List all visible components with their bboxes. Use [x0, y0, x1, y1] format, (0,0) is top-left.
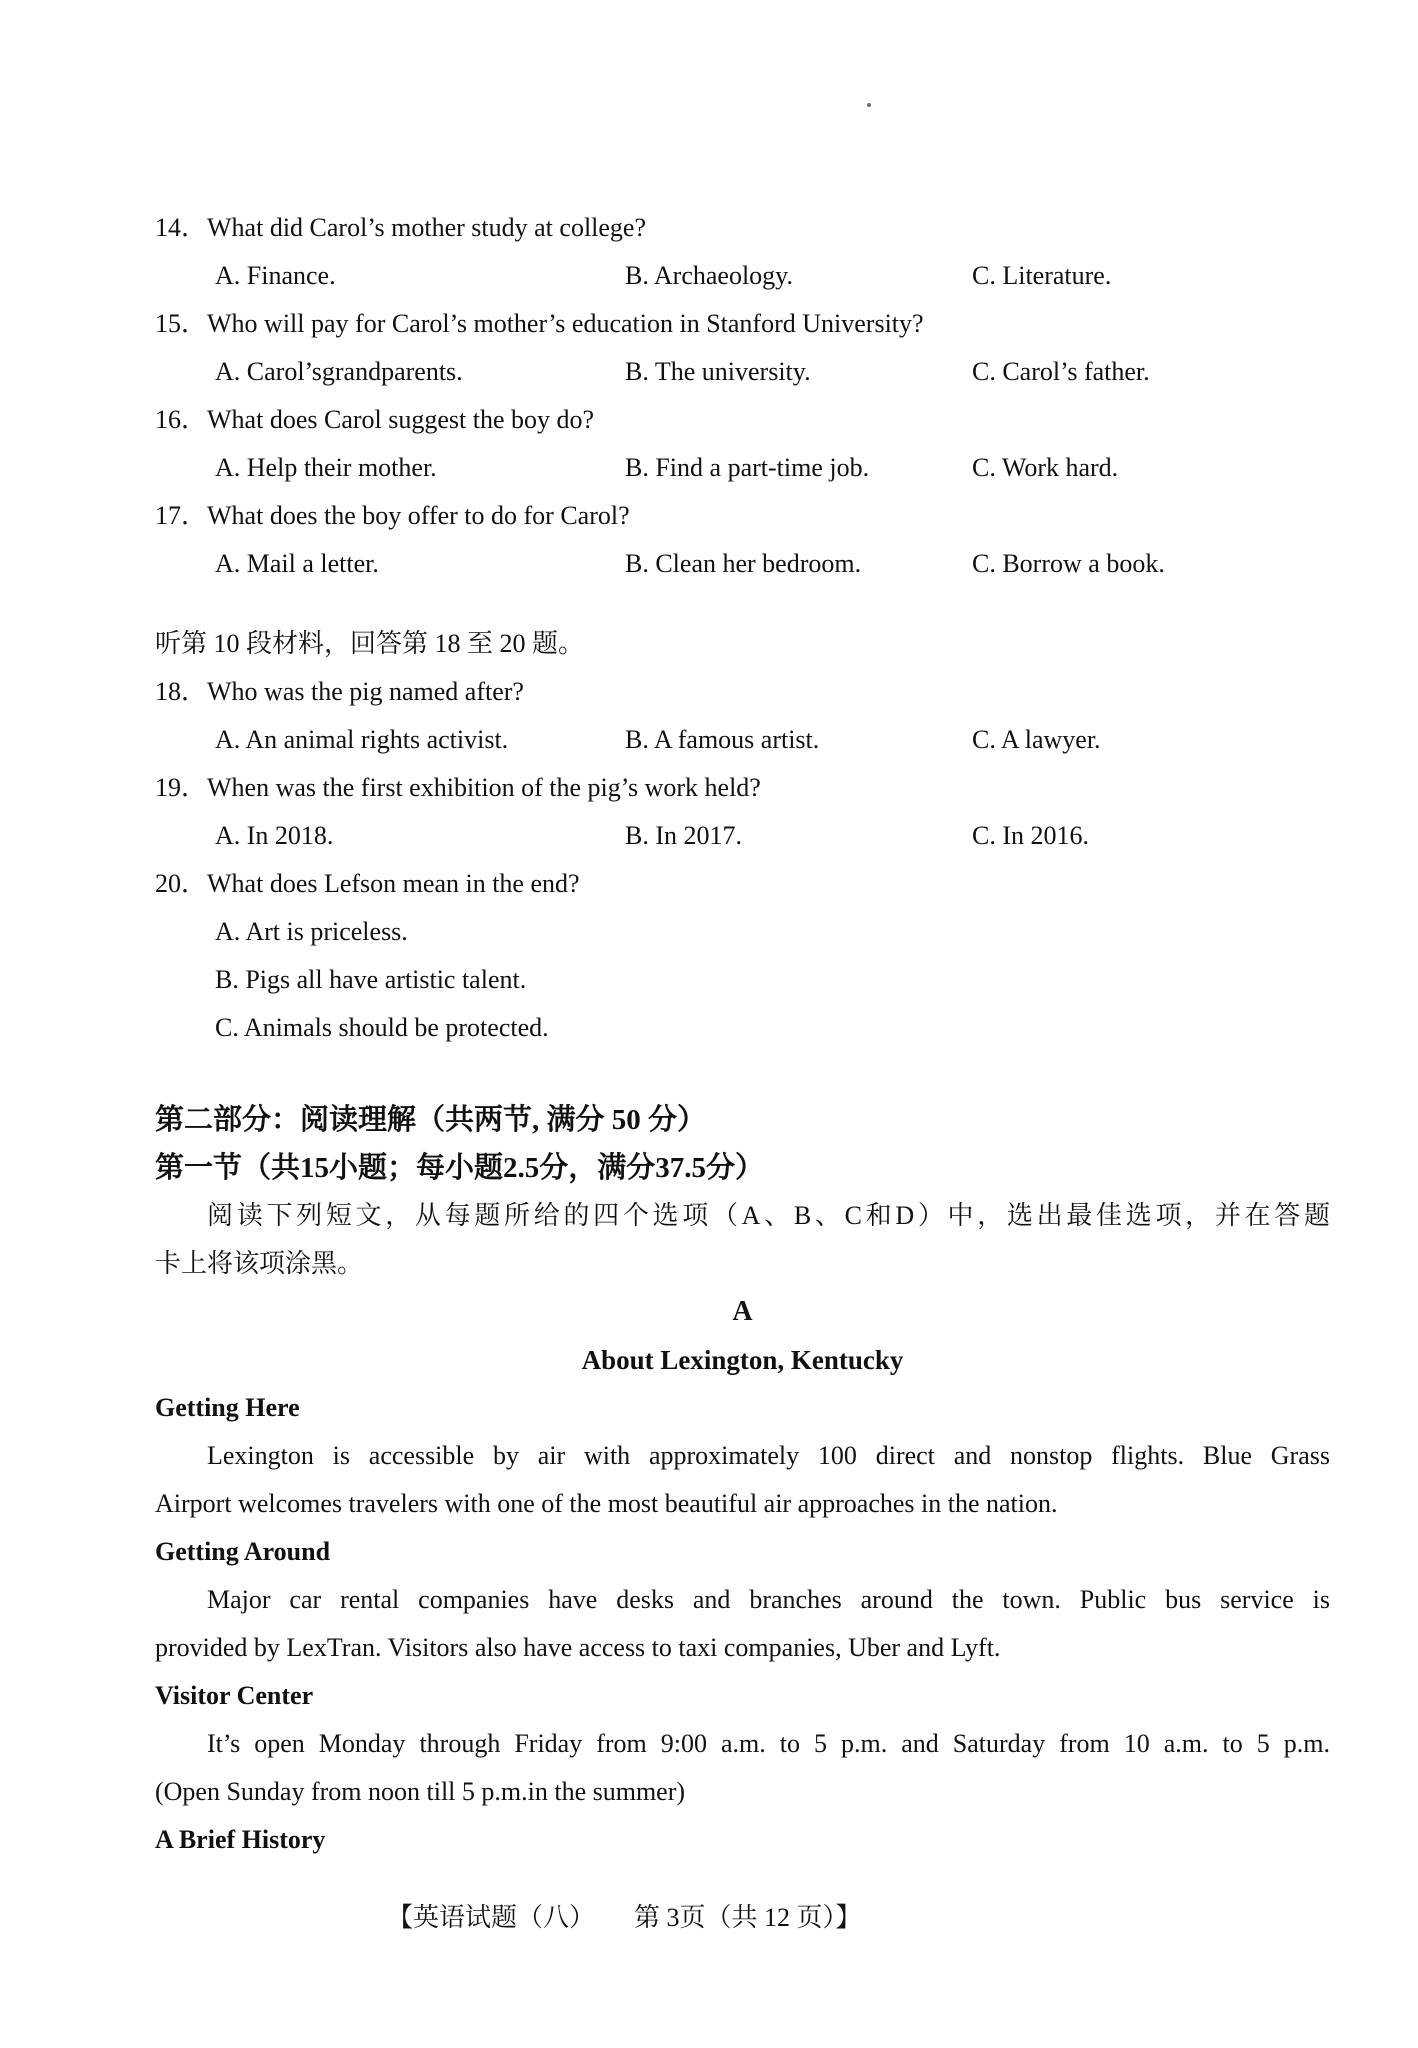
part2-header: 第二部分：阅读理解（共两节, 满分 50 分） — [155, 1104, 707, 1136]
question-16-text: What does Carol suggest the boy do? — [207, 405, 595, 434]
question-16 — [155, 396, 1330, 444]
passage-text-line: Airport welcomes travelers with one of the most beautiful air approaches in the nation. — [155, 1489, 1058, 1518]
page-content — [155, 204, 1330, 1942]
part2-instructions-line2: 卡上将该项涂黑。 — [155, 1249, 364, 1278]
question-18 — [155, 668, 1330, 716]
passage-text-line: (Open Sunday from noon till 5 p.m.in the summer) — [155, 1777, 686, 1806]
option-18-c: C. A lawyer. — [972, 725, 1101, 754]
question-19 — [155, 764, 1330, 812]
question-20-number: 20． — [155, 869, 208, 898]
listening-section10-intro: 听第 10 段材料，回答第 18 至 20 题。 — [155, 629, 585, 658]
passage-title: About Lexington, Kentucky — [581, 1345, 904, 1375]
option-20-c: C. Animals should be protected. — [215, 1013, 549, 1042]
option-14-a: A. Finance. — [215, 261, 336, 290]
question-17 — [155, 492, 1330, 540]
options-14 — [155, 252, 1330, 300]
option-19-a: A. In 2018. — [215, 821, 334, 850]
passage-heading-visitor-center: Visitor Center — [155, 1681, 314, 1710]
question-15 — [155, 300, 1330, 348]
question-20 — [155, 860, 1330, 908]
option-17-b: B. Clean her bedroom. — [625, 549, 862, 578]
part2-instructions-line1: 阅读下列短文，从每题所给的四个选项（A、B、C和D）中，选出最佳选项，并在答题 — [207, 1201, 1330, 1230]
passage-heading-getting-around: Getting Around — [155, 1537, 331, 1566]
option-20-a: A. Art is priceless. — [215, 917, 408, 946]
passage-heading-getting-here: Getting Here — [155, 1393, 300, 1422]
question-18-text: Who was the pig named after? — [207, 677, 524, 706]
passage-text-line: It’s open Monday through Friday from 9:00 a.m. to 5 p.m. and Saturday from 10 a.m. to 5 p.m. — [207, 1729, 1330, 1758]
options-15 — [155, 348, 1330, 396]
passage-label: A — [732, 1296, 753, 1327]
option-17-c: C. Borrow a book. — [972, 549, 1165, 578]
option-20-b: B. Pigs all have artistic talent. — [215, 965, 527, 994]
option-14-c: C. Literature. — [972, 261, 1112, 290]
question-16-number: 16． — [155, 405, 208, 434]
option-16-a: A. Help their mother. — [215, 453, 437, 482]
option-15-c: C. Carol’s father. — [972, 357, 1150, 386]
passage-text-line: Major car rental companies have desks and branches around the town. Public bus service is — [207, 1585, 1330, 1614]
option-19-c: C. In 2016. — [972, 821, 1089, 850]
scan-artifact-dot — [867, 103, 871, 107]
option-17-a: A. Mail a letter. — [215, 549, 379, 578]
part2-subheader: 第一节（共15小题；每小题2.5分，满分37.5分） — [155, 1152, 765, 1184]
question-19-text: When was the first exhibition of the pig’s work held? — [207, 773, 761, 802]
passage-heading-brief-history: A Brief History — [155, 1825, 326, 1854]
options-16 — [155, 444, 1330, 492]
option-18-a: A. An animal rights activist. — [215, 725, 509, 754]
question-14-text: What did Carol’s mother study at college? — [207, 213, 647, 242]
question-17-text: What does the boy offer to do for Carol? — [207, 501, 630, 530]
option-15-a: A. Carol’sgrandparents. — [215, 357, 463, 386]
option-19-b: B. In 2017. — [625, 821, 742, 850]
options-17 — [155, 540, 1330, 588]
passage-text-line: provided by LexTran. Visitors also have access to taxi companies, Uber and Lyft. — [155, 1633, 1001, 1662]
question-15-number: 15． — [155, 309, 208, 338]
question-18-number: 18． — [155, 677, 208, 706]
spacer — [155, 1052, 1330, 1096]
options-19 — [155, 812, 1330, 860]
question-14 — [155, 204, 1330, 252]
question-17-number: 17． — [155, 501, 208, 530]
page-footer: 【英语试题（八） 第 3页（共 12 页）】 — [387, 1903, 862, 1932]
question-15-text: Who will pay for Carol’s mother’s education in Stanford University? — [207, 309, 924, 338]
option-18-b: B. A famous artist. — [625, 725, 820, 754]
spacer — [155, 588, 1330, 620]
option-14-b: B. Archaeology. — [625, 261, 793, 290]
option-16-b: B. Find a part-time job. — [625, 453, 870, 482]
option-15-b: B. The university. — [625, 357, 811, 386]
question-19-number: 19． — [155, 773, 208, 802]
question-20-text: What does Lefson mean in the end? — [207, 869, 580, 898]
question-14-number: 14． — [155, 213, 208, 242]
spacer — [155, 1864, 1330, 1894]
passage-text-line: Lexington is accessible by air with approximately 100 direct and nonstop flights. Blue Grass — [207, 1441, 1330, 1470]
options-18 — [155, 716, 1330, 764]
option-16-c: C. Work hard. — [972, 453, 1119, 482]
